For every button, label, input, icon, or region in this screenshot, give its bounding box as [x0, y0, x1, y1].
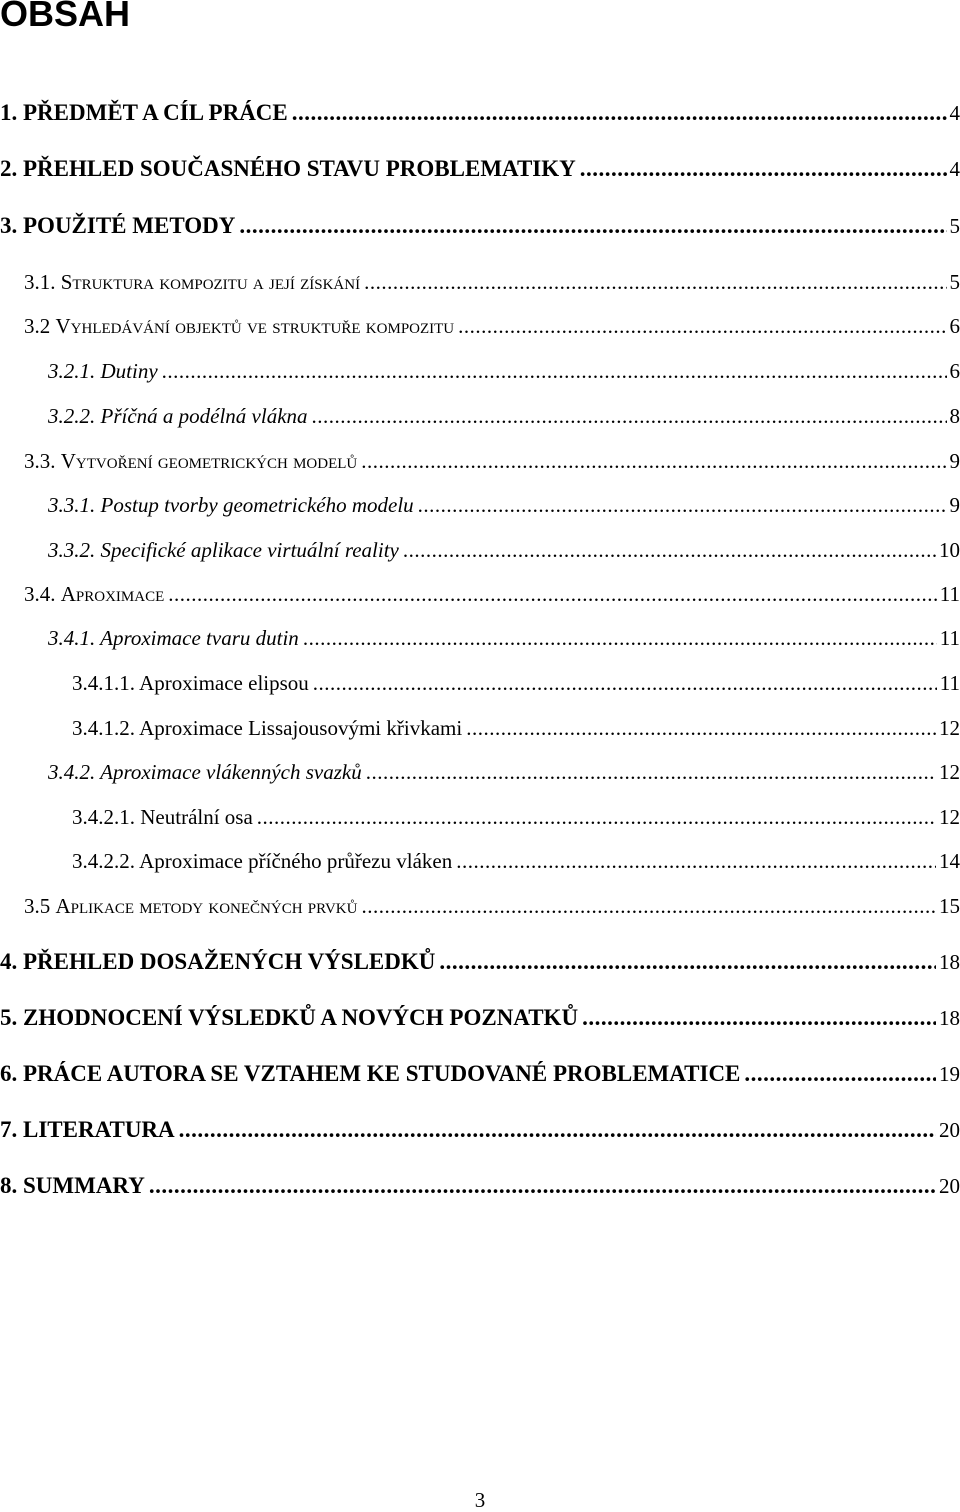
- toc-entry-label: 3. POUŽITÉ METODY: [0, 208, 235, 244]
- toc-entry-label: 3.2.1. Dutiny: [48, 353, 158, 389]
- toc-entry-5[interactable]: [0, 1000, 960, 1036]
- toc-entry-number: 3.5: [24, 894, 50, 918]
- toc-entry-page: 20: [939, 1168, 960, 1204]
- page-number: 3: [0, 1488, 960, 1512]
- toc-entry-label: 3.2.2. Příčná a podélná vlákna: [48, 398, 308, 434]
- toc-entry-1[interactable]: [0, 95, 960, 131]
- toc-entry-page: 6: [950, 353, 960, 389]
- dot-leader: [403, 532, 936, 568]
- toc-entry-page: 6: [950, 308, 960, 344]
- toc-entry-3-3[interactable]: [24, 443, 960, 479]
- toc-entry-page: 4: [950, 95, 960, 131]
- toc-entry-page: 5: [950, 264, 960, 300]
- dot-leader: [179, 1112, 936, 1148]
- toc-entry-label: 1. PŘEDMĚT A CÍL PRÁCE: [0, 95, 288, 131]
- toc-entry-3-5[interactable]: [24, 888, 960, 924]
- toc-entry-title: Aproximace: [61, 582, 165, 606]
- toc-entry-2[interactable]: [0, 151, 960, 187]
- toc-entry-label: 7. LITERATURA: [0, 1112, 175, 1148]
- dot-leader: [458, 308, 946, 344]
- toc-entry-number: 3.4.: [24, 582, 56, 606]
- toc-entry-page: 11: [940, 665, 960, 701]
- toc-entry-number: 3.1.: [24, 270, 56, 294]
- toc-entry-6[interactable]: [0, 1056, 960, 1092]
- toc-entry-label: 3.4.1.2. Aproximace Lissajousovými křivkami: [72, 710, 462, 746]
- toc-entry-page: 11: [940, 576, 960, 612]
- toc-entry-label: [24, 443, 357, 479]
- toc-entry-3-4[interactable]: [24, 576, 960, 612]
- toc-entry-label: 3.4.2. Aproximace vlákenných svazků: [48, 754, 362, 790]
- toc-entry-page: 12: [939, 799, 960, 835]
- toc-entry-label: 4. PŘEHLED DOSAŽENÝCH VÝSLEDKŮ: [0, 944, 435, 980]
- toc-entry-7[interactable]: [0, 1112, 960, 1148]
- toc-entry-label: 3.4.1.1. Aproximace elipsou: [72, 665, 309, 701]
- toc-entry-page: 4: [950, 151, 960, 187]
- toc-entry-3-4-1-1[interactable]: [72, 665, 960, 701]
- dot-leader: [466, 710, 936, 746]
- dot-leader: [303, 620, 937, 656]
- toc-entry-page: 12: [939, 710, 960, 746]
- dot-leader: [312, 398, 947, 434]
- toc-entry-page: 10: [939, 532, 960, 568]
- toc-entry-title: Struktura kompozitu a její získání: [61, 270, 360, 294]
- toc-entry-label: 5. ZHODNOCENÍ VÝSLEDKŮ A NOVÝCH POZNATKŮ: [0, 1000, 578, 1036]
- toc-entry-3-2-2[interactable]: [48, 398, 960, 434]
- toc-entry-page: 15: [939, 888, 960, 924]
- dot-leader: [418, 487, 947, 523]
- toc-entry-label: 8. SUMMARY: [0, 1168, 145, 1204]
- dot-leader: [456, 843, 936, 879]
- toc-entry-number: 3.2: [24, 314, 50, 338]
- toc-entry-title: Vytvoření geometrických modelů: [61, 449, 357, 473]
- toc-entry-page: 8: [950, 398, 960, 434]
- toc-entry-label: [24, 888, 357, 924]
- toc-entry-3-4-1[interactable]: [48, 620, 960, 656]
- dot-leader: [364, 264, 946, 300]
- dot-leader: [582, 1000, 936, 1036]
- toc-entry-label: [24, 308, 454, 344]
- toc-entry-page: 14: [939, 843, 960, 879]
- dot-leader: [361, 443, 946, 479]
- dot-leader: [580, 151, 947, 187]
- toc-entry-label: 3.4.1. Aproximace tvaru dutin: [48, 620, 299, 656]
- toc-entry-label: [24, 264, 360, 300]
- dot-leader: [292, 95, 947, 131]
- toc-entry-3-1[interactable]: [24, 264, 960, 300]
- dot-leader: [313, 665, 937, 701]
- toc-entry-page: 18: [939, 1000, 960, 1036]
- toc-entry-3-4-2-2[interactable]: [72, 843, 960, 879]
- toc-entry-page: 9: [950, 487, 960, 523]
- toc-entry-page: 11: [940, 620, 960, 656]
- toc-entry-page: 20: [939, 1112, 960, 1148]
- toc-entry-label: [24, 576, 164, 612]
- toc-entry-3-4-2[interactable]: [48, 754, 960, 790]
- toc-title: OBSAH: [0, 0, 130, 36]
- toc-entry-3-2-1[interactable]: [48, 353, 960, 389]
- toc-entry-label: 3.4.2.2. Aproximace příčného průřezu vláken: [72, 843, 452, 879]
- dot-leader: [439, 944, 936, 980]
- toc-entry-label: 6. PRÁCE AUTORA SE VZTAHEM KE STUDOVANÉ PROBLEMATICE: [0, 1056, 740, 1092]
- toc-entry-page: 9: [950, 443, 960, 479]
- toc-entry-label: 3.3.1. Postup tvorby geometrického modelu: [48, 487, 414, 523]
- toc-entry-3[interactable]: [0, 208, 960, 244]
- dot-leader: [366, 754, 936, 790]
- toc-entry-label: 3.4.2.1. Neutrální osa: [72, 799, 253, 835]
- toc-entry-label: 2. PŘEHLED SOUČASNÉHO STAVU PROBLEMATIKY: [0, 151, 576, 187]
- toc-entry-number: 3.3.: [24, 449, 56, 473]
- toc-entry-title: Aplikace metody konečných prvků: [56, 894, 358, 918]
- dot-leader: [149, 1168, 936, 1204]
- toc-entry-page: 18: [939, 944, 960, 980]
- dot-leader: [168, 576, 937, 612]
- toc-entry-label: 3.3.2. Specifické aplikace virtuální reality: [48, 532, 399, 568]
- toc-entry-8[interactable]: [0, 1168, 960, 1204]
- toc-entry-3-3-1[interactable]: [48, 487, 960, 523]
- toc-entry-page: 5: [950, 208, 960, 244]
- toc-entry-3-4-1-2[interactable]: [72, 710, 960, 746]
- toc-entry-title: Vyhledávání objektů ve struktuře kompozitu: [56, 314, 455, 338]
- toc-entry-page: 19: [939, 1056, 960, 1092]
- dot-leader: [257, 799, 936, 835]
- toc-entry-3-2[interactable]: [24, 308, 960, 344]
- toc-entry-4[interactable]: [0, 944, 960, 980]
- toc-entry-page: 12: [939, 754, 960, 790]
- dot-leader: [162, 353, 947, 389]
- toc-entry-3-3-2[interactable]: [48, 532, 960, 568]
- toc-entry-3-4-2-1[interactable]: [72, 799, 960, 835]
- dot-leader: [239, 208, 946, 244]
- dot-leader: [744, 1056, 936, 1092]
- dot-leader: [361, 888, 936, 924]
